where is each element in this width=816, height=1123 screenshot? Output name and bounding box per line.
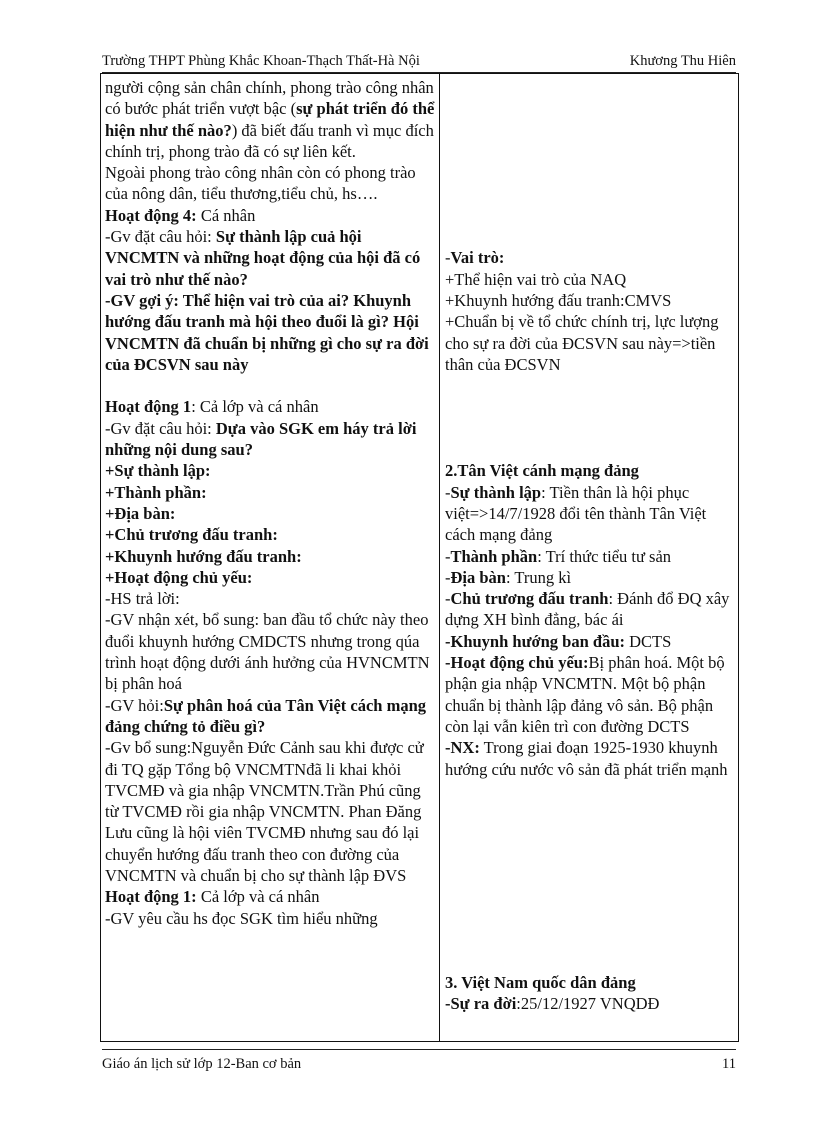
page-number: 11: [722, 1056, 736, 1072]
text: : Trí thức tiểu tư sản: [537, 546, 672, 566]
bold-text: -Khuynh hướng ban đầu:: [445, 631, 626, 651]
paragraph-r3: [445, 290, 735, 311]
bold-text: Vai trò:: [450, 248, 505, 268]
text: :25/12/1927 VNQDĐ: [516, 993, 660, 1013]
paragraph-r4: [445, 311, 735, 375]
bold-text: 3. Việt Nam quốc dân đảng: [445, 972, 636, 992]
bold-text: -NX:: [445, 738, 480, 758]
text: Bị phân hoá. Một bộ phận gia nhập VNCMTN. Một bộ phận chuẩn bị thành lập đảng vô sản. Bộ phận còn lại vẫn kiên trì con đường DCTS: [445, 653, 725, 736]
paragraph-l15: [105, 609, 436, 694]
footer-subject: Giáo án lịch sử lớp 12-Ban cơ bản: [102, 1056, 302, 1072]
text: -GV yêu cầu hs đọc SGK tìm hiểu những: [105, 908, 378, 928]
paragraph-l13: [105, 567, 436, 588]
paragraph-l12: [105, 546, 436, 567]
text: người cộng sản chân chính, phong trào công nhân có bước phát triển vượt bậc (: [105, 78, 434, 119]
text: -: [445, 589, 451, 609]
text: -GV hỏi:: [105, 695, 164, 715]
footer-rule: [102, 1049, 736, 1050]
spacer: [445, 780, 735, 972]
bold-text: Sự thành lập: [450, 482, 542, 502]
text: Cá nhân: [196, 205, 256, 225]
paragraph-r9: [445, 588, 735, 631]
text: Trong giai đoạn 1925-1930 khuynh hướng cứu nước vô sản đã phát triển mạnh: [445, 738, 728, 779]
paragraph-l8: [105, 460, 436, 481]
page-header: [102, 48, 736, 70]
bold-text: Sự thành lập cuả hội VNCMTN và những hoạt động của hội đã có vai trò như thế nào?: [105, 227, 421, 289]
paragraph-r10: [445, 631, 735, 652]
paragraph-l10: [105, 503, 436, 524]
text: DCTS: [625, 631, 672, 651]
bold-text: +Khuynh hướng đấu tranh:: [105, 546, 302, 566]
bold-text: +Sự thành lập:: [105, 461, 211, 481]
paragraph-l4: [105, 226, 436, 290]
paragraph-r8: [445, 567, 735, 588]
bold-text: Hoạt động 4:: [105, 205, 197, 225]
text: : Trung kì: [505, 567, 572, 587]
bold-text: Địa bàn: [450, 567, 506, 587]
paragraph-r12: [445, 737, 735, 780]
bold-text: -GV gợi ý: Thể hiện vai trò của ai? Khuynh hướng đấu tranh mà hội theo đuổi là gì? Hội VNCMTN đã chuẩn bị những gì cho sự ra đời của ĐCSVN sau này: [105, 290, 429, 374]
content-column: [440, 74, 738, 1041]
paragraph-r6: [445, 482, 735, 546]
bold-text: Thành phần: [450, 546, 538, 566]
spacer: [105, 375, 436, 396]
paragraph-l9: [105, 482, 436, 503]
text: ) đã biết đấu tranh vì mục đích chính trị, phong trào đã có sự liên kết.: [105, 120, 434, 161]
text: : Đánh đổ ĐQ xây dựng XH bình đẳng, bác ái: [445, 589, 730, 630]
paragraph-l11: [105, 524, 436, 545]
paragraph-l1: [105, 77, 436, 162]
paragraph-r11: [445, 652, 735, 737]
bold-text: +Địa bàn:: [105, 503, 176, 523]
paragraph-r5: [445, 460, 735, 481]
text: +Thể hiện vai trò của NAQ: [445, 269, 627, 289]
bold-text: -Hoạt động chủ yếu:: [445, 653, 589, 673]
text: : Cả lớp và cá nhân: [191, 397, 319, 417]
lesson-table: [100, 73, 739, 1042]
paragraph-r13: [445, 972, 735, 993]
paragraph-r14: [445, 993, 735, 1014]
header-school: Trường THPT Phùng Khắc Khoan-Thạch Thất-Hà Nội: [102, 53, 420, 69]
text: -GV nhận xét, bổ sung: ban đầu tổ chức này theo đuổi khuynh hướng CMDCTS nhưng trong qúa trình hoạt động dưới ánh hưởng của HVNCMTN bị phân hoá: [105, 610, 430, 694]
paragraph-l3: [105, 205, 436, 226]
bold-text: +Thành phần:: [105, 482, 207, 502]
bold-text: sự phát triển đó thể hiện như thế nào?: [105, 99, 435, 140]
text: -: [445, 546, 451, 566]
text: -Gv đặt câu hỏi:: [105, 227, 216, 247]
text: -Gv đặt câu hỏi:: [105, 418, 216, 438]
text: -: [445, 248, 451, 268]
bold-text: +Chủ trương đấu tranh:: [105, 525, 278, 545]
text: -HS trả lời:: [105, 589, 180, 609]
bold-text: +Hoạt động chủ yếu:: [105, 567, 253, 587]
paragraph-l5: [105, 290, 436, 375]
paragraph-l17: [105, 737, 436, 886]
text: : Tiền thân là hội phục việt=>14/7/1928 đổi tên thành Tân Việt cách mạng đảng: [445, 482, 707, 545]
bold-text: -Sự ra đời: [445, 993, 517, 1013]
text: +Chuẩn bị về tổ chức chính trị, lực lượng cho sự ra đời của ĐCSVN sau này=>tiền thân của ĐCSVN: [445, 312, 719, 374]
spacer: [445, 375, 735, 460]
bold-text: Dựa vào SGK em háy trả lời những nội dung sau?: [105, 418, 417, 460]
paragraph-l18: [105, 886, 436, 907]
paragraph-l14: [105, 588, 436, 609]
header-author: Khương Thu Hiên: [629, 53, 736, 69]
bold-text: Hoạt động 1: [105, 397, 192, 417]
text: -Gv bổ sung:Nguyễn Đức Cảnh sau khi được cử đi TQ gặp Tổng bộ VNCMTNđã li khai khỏi TVCMĐ và gia nhập VNCMTN.Trần Phú cũng từ TVCMĐ rồi gia nhập VNCMTN. Phan Đăng Lưu cũng là hội viên TVCMĐ nhưng sau đó lại chuyển hướng đấu tranh theo con đường của VNCMTN và chuẩn bị cho sự thành lập ĐVS: [105, 738, 424, 885]
page-footer: [102, 1056, 736, 1073]
paragraph-l16: [105, 695, 436, 738]
bold-text: Hoạt động 1:: [105, 887, 197, 907]
paragraph-l6: [105, 396, 436, 417]
paragraph-l7: [105, 418, 436, 461]
text: +Khuynh hướng đấu tranh:CMVS: [445, 290, 672, 310]
paragraph-l19: [105, 908, 436, 929]
text: -: [445, 567, 451, 587]
spacer: [445, 77, 735, 247]
teacher-activity-column: [101, 74, 440, 1041]
bold-text: Sự phân hoá của Tân Việt cách mạng đảng chứng tỏ điều gì?: [105, 695, 427, 736]
paragraph-r2: [445, 269, 735, 290]
bold-text: 2.Tân Việt cánh mạng đảng: [445, 461, 639, 481]
paragraph-r7: [445, 546, 735, 567]
paragraph-r1: [445, 247, 735, 268]
text: Cả lớp và cá nhân: [196, 887, 320, 907]
paragraph-l2: [105, 162, 436, 205]
text: -: [445, 482, 451, 502]
text: Ngoài phong trào công nhân còn có phong trào của nông dân, tiểu thương,tiểu chủ, hs….: [105, 163, 416, 204]
bold-text: Chủ trương đấu tranh: [450, 589, 609, 609]
